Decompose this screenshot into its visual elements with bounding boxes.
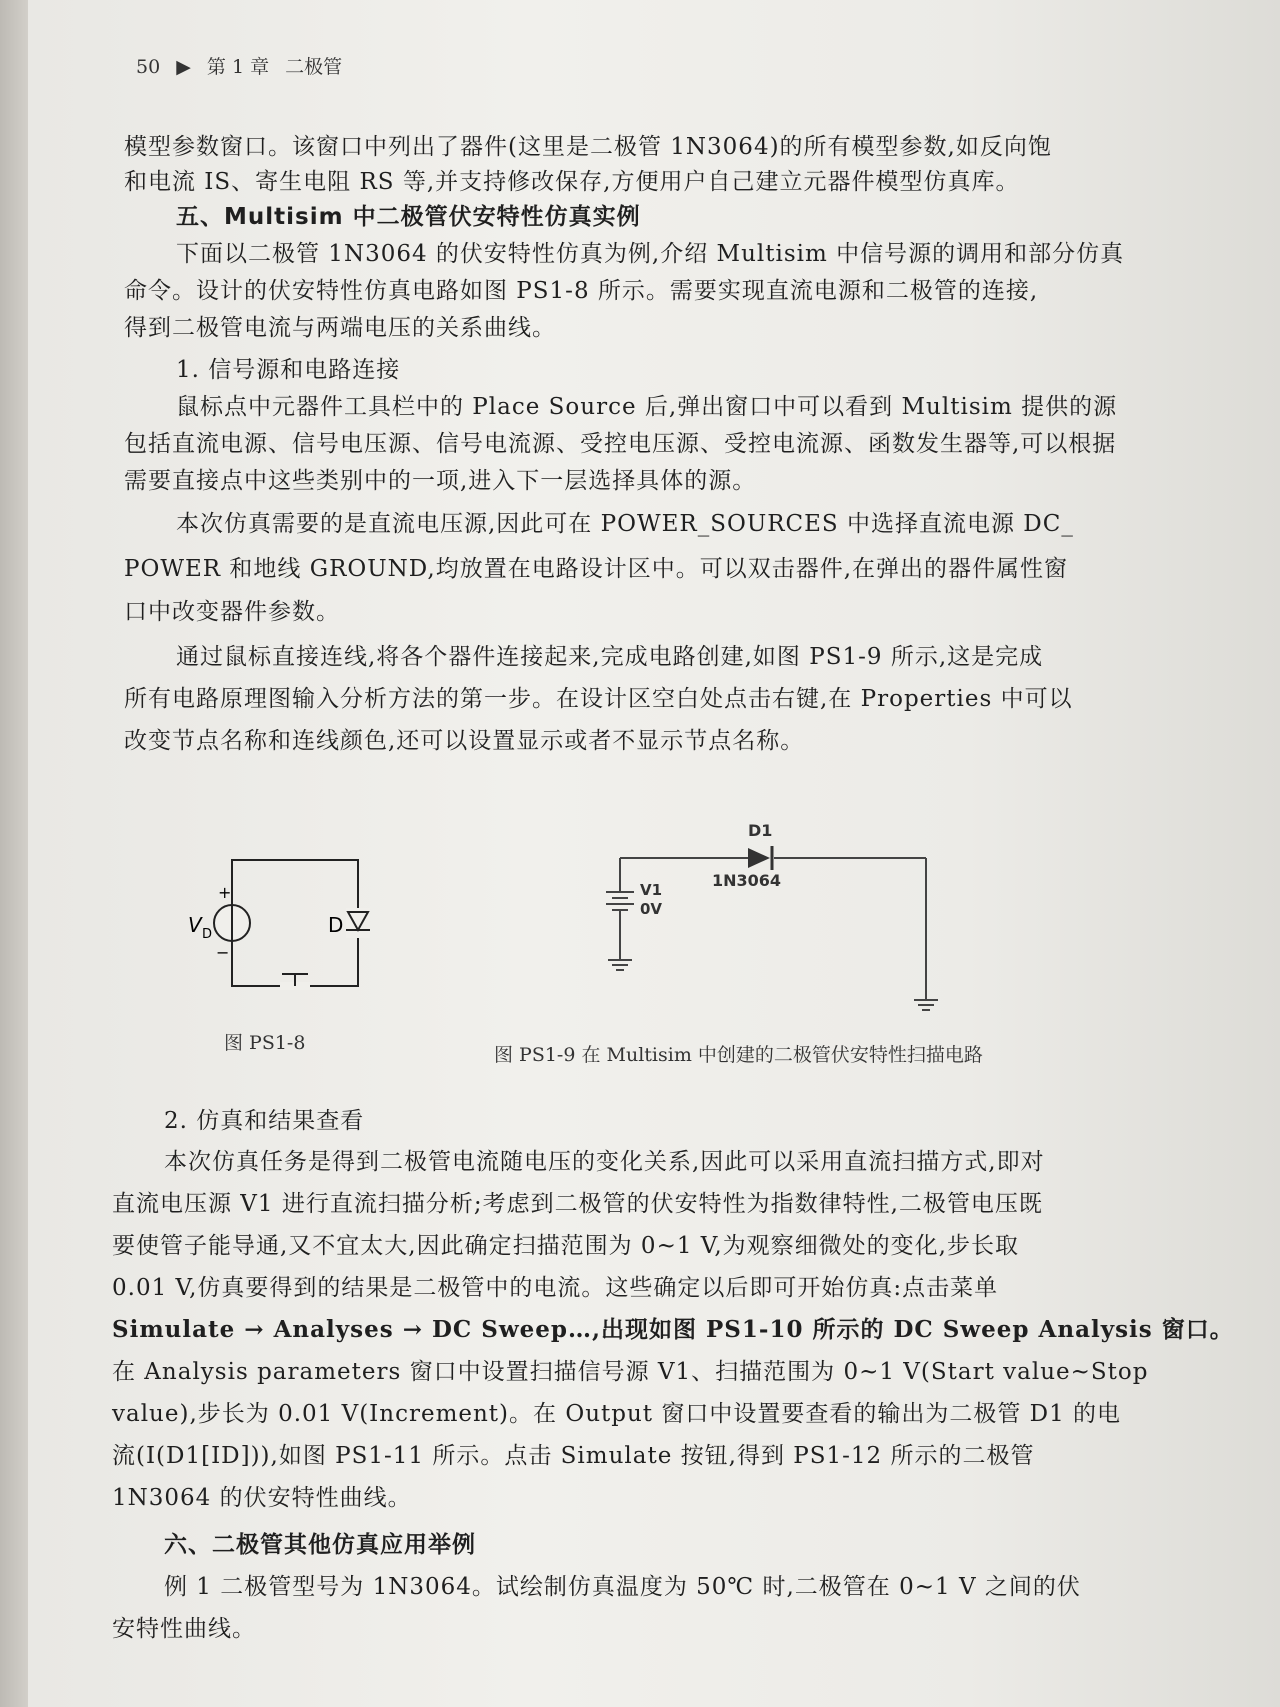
fig9-source-value: 0V: [640, 900, 663, 918]
body-line: 要使管子能导通,又不宜太大,因此确定扫描范围为 0~1 V,为观察细微处的变化,步长取: [112, 1233, 1019, 1259]
body-line: value),步长为 0.01 V(Increment)。在 Output 窗口中设置要查看的输出为二极管 D1 的电: [112, 1401, 1122, 1427]
body-line: 鼠标点中元器件工具栏中的 Place Source 后,弹出窗口中可以看到 Multisim 提供的源: [176, 394, 1118, 420]
body-line: 流(I(D1[ID])),如图 PS1-11 所示。点击 Simulate 按钮,得到 PS1-12 所示的二极管: [112, 1443, 1035, 1469]
body-line: Simulate → Analyses → DC Sweep…,出现如图 PS1-10 所示的 DC Sweep Analysis 窗口。: [112, 1316, 1234, 1343]
fig8-source-label: V: [188, 913, 202, 937]
example-line: 例 1 二极管型号为 1N3064。试绘制仿真温度为 50℃ 时,二极管在 0~1 V 之间的伏: [164, 1574, 1081, 1600]
book-page: [28, 0, 1280, 1707]
body-line: 下面以二极管 1N3064 的伏安特性仿真为例,介绍 Multisim 中信号源的调用和部分仿真: [176, 241, 1125, 267]
body-line: 模型参数窗口。该窗口中列出了器件(这里是二极管 1N3064)的所有模型参数,如反向饱: [124, 134, 1052, 160]
figure-ps1-8-circuit: [168, 840, 398, 1010]
body-line: 包括直流电源、信号电压源、信号电流源、受控电压源、受控电流源、函数发生器等,可以根据: [124, 431, 1117, 457]
body-line: 本次仿真任务是得到二极管电流随电压的变化关系,因此可以采用直流扫描方式,即对: [164, 1149, 1045, 1175]
figure-ps1-8-caption: 图 PS1-8: [224, 1032, 306, 1054]
subsection-heading: 1. 信号源和电路连接: [176, 357, 401, 383]
body-line: 本次仿真需要的是直流电压源,因此可在 POWER_SOURCES 中选择直流电源 DC_: [176, 511, 1074, 537]
body-line: 改变节点名称和连线颜色,还可以设置显示或者不显示节点名称。: [124, 728, 805, 754]
figure-ps1-9-caption: 图 PS1-9 在 Multisim 中创建的二极管伏安特性扫描电路: [494, 1044, 983, 1066]
fig9-source-ref: V1: [640, 881, 663, 899]
fig8-plus-sign: +: [218, 883, 232, 902]
body-line: 口中改变器件参数。: [124, 599, 340, 625]
page-gutter-shadow: [0, 0, 28, 1707]
body-line: 命令。设计的伏安特性仿真电路如图 PS1-8 所示。需要实现直流电源和二极管的连接,: [124, 278, 1039, 304]
body-line: 所有电路原理图输入分析方法的第一步。在设计区空白处点击右键,在 Properties 中可以: [124, 686, 1073, 712]
body-line: 直流电压源 V1 进行直流扫描分析;考虑到二极管的伏安特性为指数律特性,二极管电压既: [112, 1191, 1043, 1217]
fig8-diode-label: D: [328, 913, 344, 937]
example-line: 安特性曲线。: [112, 1616, 256, 1642]
chapter-arrow-icon: ▶: [176, 56, 191, 78]
chapter-title: 二极管: [285, 56, 343, 78]
fig9-diode-icon: [748, 848, 770, 868]
body-line: 1N3064 的伏安特性曲线。: [112, 1485, 412, 1511]
body-line: POWER 和地线 GROUND,均放置在电路设计区中。可以双击器件,在弹出的器件属性窗: [124, 556, 1068, 582]
body-line: 需要直接点中这些类别中的一项,进入下一层选择具体的源。: [124, 468, 757, 494]
fig9-diode-model: 1N3064: [712, 871, 782, 890]
fig8-source-subscript: D: [202, 927, 213, 942]
body-line: 0.01 V,仿真要得到的结果是二极管中的电流。这些确定以后即可开始仿真:点击菜单: [112, 1275, 999, 1301]
page-number: 50: [136, 56, 161, 78]
body-line: 和电流 IS、寄生电阻 RS 等,并支持修改保存,方便用户自己建立元器件模型仿真库。: [124, 169, 1020, 195]
body-line: 通过鼠标直接连线,将各个器件连接起来,完成电路创建,如图 PS1-9 所示,这是完成: [176, 644, 1044, 670]
section-heading: 五、Multisim 中二极管伏安特性仿真实例: [176, 204, 641, 230]
page-header: [136, 52, 352, 79]
section-heading: 六、二极管其他仿真应用举例: [164, 1532, 476, 1558]
body-line: 在 Analysis parameters 窗口中设置扫描信号源 V1、扫描范围为 0~1 V(Start value~Stop: [112, 1359, 1149, 1385]
body-line: 得到二极管电流与两端电压的关系曲线。: [124, 315, 556, 341]
fig9-diode-ref: D1: [748, 821, 773, 840]
figure-ps1-9-circuit: [588, 810, 1028, 1020]
chapter-label: 第 1 章: [206, 56, 270, 78]
fig8-minus-sign: −: [216, 943, 230, 962]
subsection-heading: 2. 仿真和结果查看: [164, 1108, 365, 1134]
